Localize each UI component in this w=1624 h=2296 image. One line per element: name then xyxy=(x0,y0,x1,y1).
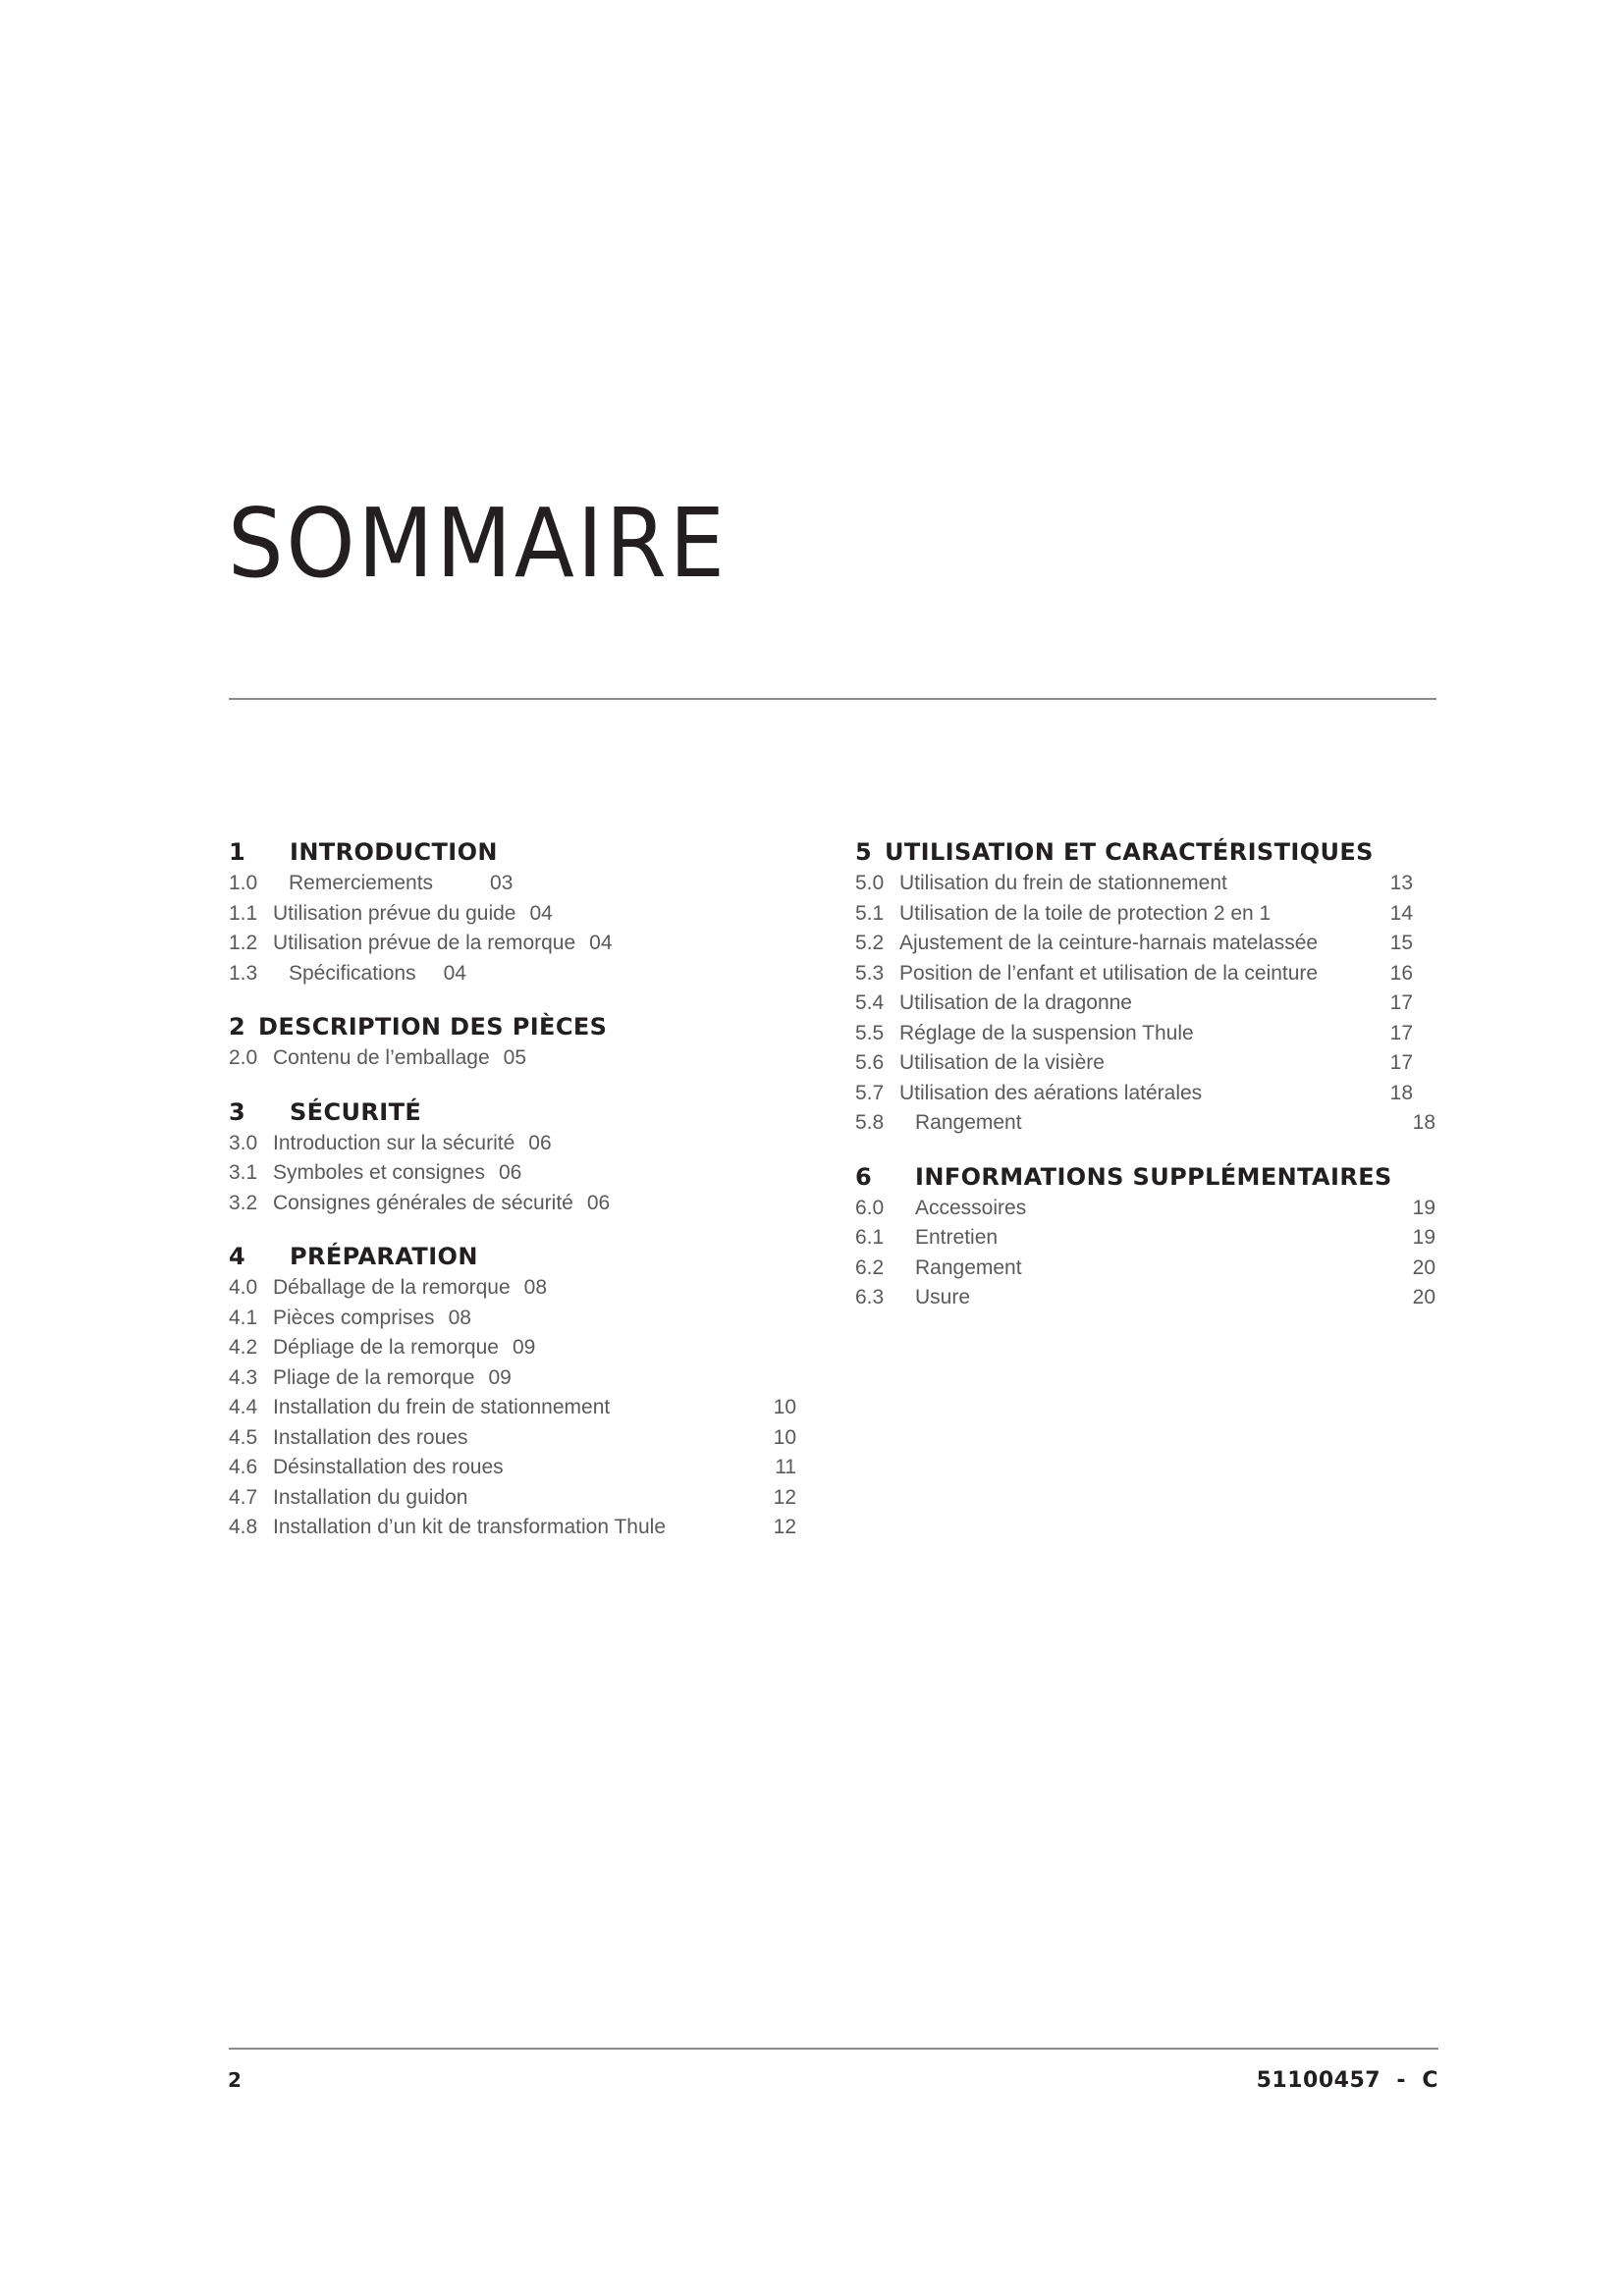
entry-label: Entretien xyxy=(915,1226,999,1249)
toc-entry[interactable] xyxy=(229,1129,796,1159)
entry-page: 04 xyxy=(589,932,613,954)
entry-label: Rangement xyxy=(915,1255,1022,1279)
footer-divider xyxy=(229,2048,1438,2050)
footer-document-code: 51100457 - C xyxy=(1256,2068,1438,2093)
toc-section-introduction xyxy=(229,835,796,988)
toc-column-left xyxy=(229,835,796,1565)
top-divider xyxy=(229,698,1436,700)
toc-entry[interactable] xyxy=(855,1223,1435,1254)
entry-page: 08 xyxy=(448,1306,471,1329)
entry-page: 20 xyxy=(1412,1286,1435,1308)
section-heading[interactable] xyxy=(855,835,1435,869)
toc-entry[interactable] xyxy=(229,899,796,930)
entry-number: 4.8 xyxy=(229,1516,258,1538)
entry-label: Installation des roues xyxy=(273,1425,468,1449)
toc-entry[interactable] xyxy=(229,1513,796,1543)
toc-entry[interactable] xyxy=(229,869,796,899)
section-title: INTRODUCTION xyxy=(290,838,498,866)
toc-entry[interactable] xyxy=(855,929,1435,959)
entry-number: 3.0 xyxy=(229,1131,258,1154)
entry-label: Usure xyxy=(915,1286,971,1308)
entry-label: Utilisation de la dragonne xyxy=(899,991,1132,1014)
toc-entry[interactable] xyxy=(229,1304,796,1334)
entry-number: 1.0 xyxy=(229,872,258,894)
entry-number: 4.0 xyxy=(229,1276,258,1299)
entry-label: Utilisation des aérations latérales xyxy=(899,1081,1203,1104)
entry-label: Installation du frein de stationnement xyxy=(273,1396,611,1418)
entry-label: Pièces comprises xyxy=(273,1306,435,1329)
entry-page: 04 xyxy=(443,961,466,985)
section-number: 1 xyxy=(229,838,246,866)
toc-entry[interactable] xyxy=(855,1019,1435,1049)
toc-entry[interactable] xyxy=(229,1158,796,1189)
entry-page: 11 xyxy=(775,1456,796,1478)
entry-page: 19 xyxy=(1412,1196,1435,1219)
toc-entry[interactable] xyxy=(229,1363,796,1394)
entry-label: Rangement xyxy=(915,1111,1022,1134)
entry-page: 16 xyxy=(1389,961,1413,985)
toc-entry[interactable] xyxy=(855,1254,1435,1284)
toc-section-informations xyxy=(855,1160,1435,1313)
entry-number: 5.6 xyxy=(855,1051,885,1074)
entry-number: 6.0 xyxy=(855,1196,885,1219)
entry-label: Consignes générales de sécurité xyxy=(273,1191,573,1214)
toc-section-description xyxy=(229,1010,796,1074)
toc-entry[interactable] xyxy=(229,1453,796,1483)
toc-entry[interactable] xyxy=(855,1079,1435,1109)
entry-number: 1.3 xyxy=(229,961,258,985)
section-title: DESCRIPTION DES PIÈCES xyxy=(258,1013,608,1041)
section-heading[interactable] xyxy=(229,1010,796,1043)
page-title: SOMMAIRE xyxy=(228,488,728,599)
entry-label: Utilisation de la visière xyxy=(899,1051,1105,1074)
section-title: INFORMATIONS SUPPLÉMENTAIRES xyxy=(915,1162,1392,1191)
entry-label: Introduction sur la sécurité xyxy=(273,1131,515,1154)
entry-page: 04 xyxy=(529,901,553,925)
entry-page: 18 xyxy=(1412,1111,1435,1134)
section-number: 2 xyxy=(229,1013,246,1041)
entry-number: 5.5 xyxy=(855,1021,885,1044)
entry-label: Remerciements xyxy=(289,872,434,894)
entry-label: Ajustement de la ceinture-harnais matelassée xyxy=(899,932,1319,954)
entry-number: 5.4 xyxy=(855,991,885,1014)
section-title: SÉCURITÉ xyxy=(290,1097,422,1126)
toc-entry[interactable] xyxy=(229,1273,796,1304)
entry-page: 06 xyxy=(528,1131,552,1154)
toc-entry[interactable] xyxy=(229,1333,796,1363)
section-heading[interactable] xyxy=(229,1095,796,1129)
section-heading[interactable] xyxy=(855,1160,1435,1194)
section-number: 4 xyxy=(229,1243,246,1270)
section-number: 5 xyxy=(855,838,873,866)
toc-entry[interactable] xyxy=(229,959,796,989)
footer-page-number: 2 xyxy=(228,2068,242,2092)
section-heading[interactable] xyxy=(229,1240,796,1273)
entry-number: 5.1 xyxy=(855,901,885,925)
entry-page: 05 xyxy=(503,1046,527,1069)
entry-page: 17 xyxy=(1389,1021,1413,1044)
entry-page: 18 xyxy=(1389,1081,1413,1104)
toc-entry[interactable] xyxy=(229,1423,796,1454)
toc-entry[interactable] xyxy=(855,899,1435,930)
toc-entry[interactable] xyxy=(855,1194,1435,1224)
entry-label: Désinstallation des roues xyxy=(273,1456,504,1478)
section-number: 3 xyxy=(229,1097,246,1126)
entry-page: 10 xyxy=(773,1396,796,1418)
entry-label: Position de l’enfant et utilisation de la ceinture xyxy=(899,961,1319,985)
toc-section-preparation xyxy=(229,1240,796,1543)
entry-number: 4.2 xyxy=(229,1336,258,1359)
entry-number: 1.1 xyxy=(229,901,258,925)
entry-label: Déballage de la remorque xyxy=(273,1276,511,1299)
toc-entry[interactable] xyxy=(855,1108,1435,1139)
entry-page: 12 xyxy=(773,1516,796,1538)
entry-page: 09 xyxy=(512,1336,536,1359)
entry-page: 19 xyxy=(1412,1226,1435,1249)
toc-entry[interactable] xyxy=(855,959,1435,989)
toc-entry[interactable] xyxy=(229,1189,796,1219)
entry-number: 4.5 xyxy=(229,1425,258,1449)
entry-number: 4.1 xyxy=(229,1306,258,1329)
entry-label: Pliage de la remorque xyxy=(273,1365,475,1389)
entry-page: 20 xyxy=(1412,1255,1435,1279)
entry-number: 3.2 xyxy=(229,1191,258,1214)
entry-page: 15 xyxy=(1389,932,1413,954)
entry-label: Symboles et consignes xyxy=(273,1161,485,1184)
section-title: UTILISATION ET CARACTÉRISTIQUES xyxy=(885,838,1374,866)
entry-page: 14 xyxy=(1389,901,1413,925)
entry-page: 13 xyxy=(1389,872,1413,894)
entry-page: 09 xyxy=(488,1365,512,1389)
entry-number: 6.2 xyxy=(855,1255,885,1279)
section-number: 6 xyxy=(855,1162,873,1191)
toc-section-securite xyxy=(229,1095,796,1219)
entry-label: Spécifications xyxy=(289,961,416,985)
entry-page: 17 xyxy=(1389,1051,1413,1074)
entry-label: Utilisation prévue du guide xyxy=(273,901,516,925)
entry-page: 08 xyxy=(523,1276,548,1299)
entry-number: 4.7 xyxy=(229,1485,258,1509)
section-title: PRÉPARATION xyxy=(290,1243,478,1270)
toc-entry[interactable] xyxy=(229,929,796,959)
entry-page: 17 xyxy=(1389,991,1413,1014)
entry-number: 6.3 xyxy=(855,1286,885,1308)
entry-label: Utilisation du frein de stationnement xyxy=(899,872,1227,894)
entry-number: 3.1 xyxy=(229,1161,258,1184)
entry-number: 5.0 xyxy=(855,872,885,894)
toc-entry[interactable] xyxy=(855,1048,1435,1079)
entry-label: Dépliage de la remorque xyxy=(273,1336,499,1359)
toc-entry[interactable] xyxy=(229,1043,796,1074)
toc-entry[interactable] xyxy=(855,869,1435,899)
entry-number: 5.2 xyxy=(855,932,885,954)
entry-label: Installation d’un kit de transformation Thule xyxy=(273,1516,667,1538)
entry-page: 06 xyxy=(586,1191,611,1214)
entry-number: 1.2 xyxy=(229,932,258,954)
entry-number: 5.8 xyxy=(855,1111,885,1134)
entry-page: 03 xyxy=(490,872,514,894)
entry-page: 10 xyxy=(773,1425,796,1449)
entry-page: 12 xyxy=(773,1485,796,1509)
entry-number: 4.6 xyxy=(229,1456,258,1478)
toc-section-utilisation xyxy=(855,835,1435,1139)
toc-column-right xyxy=(855,835,1435,1335)
toc-entry[interactable] xyxy=(229,1483,796,1514)
toc-entry[interactable] xyxy=(855,988,1435,1019)
entry-number: 4.4 xyxy=(229,1396,258,1418)
entry-label: Contenu de l’emballage xyxy=(273,1046,490,1069)
entry-label: Installation du guidon xyxy=(273,1485,468,1509)
toc-entry[interactable] xyxy=(229,1393,796,1423)
entry-label: Accessoires xyxy=(915,1196,1027,1219)
toc-entry[interactable] xyxy=(855,1283,1435,1313)
entry-number: 6.1 xyxy=(855,1226,885,1249)
entry-number: 5.7 xyxy=(855,1081,885,1104)
entry-number: 5.3 xyxy=(855,961,885,985)
entry-label: Réglage de la suspension Thule xyxy=(899,1021,1194,1044)
entry-label: Utilisation prévue de la remorque xyxy=(273,932,576,954)
section-heading[interactable] xyxy=(229,835,796,869)
entry-number: 2.0 xyxy=(229,1046,258,1069)
entry-page: 06 xyxy=(498,1161,522,1184)
entry-number: 4.3 xyxy=(229,1365,258,1389)
entry-label: Utilisation de la toile de protection 2 en 1 xyxy=(899,901,1272,925)
